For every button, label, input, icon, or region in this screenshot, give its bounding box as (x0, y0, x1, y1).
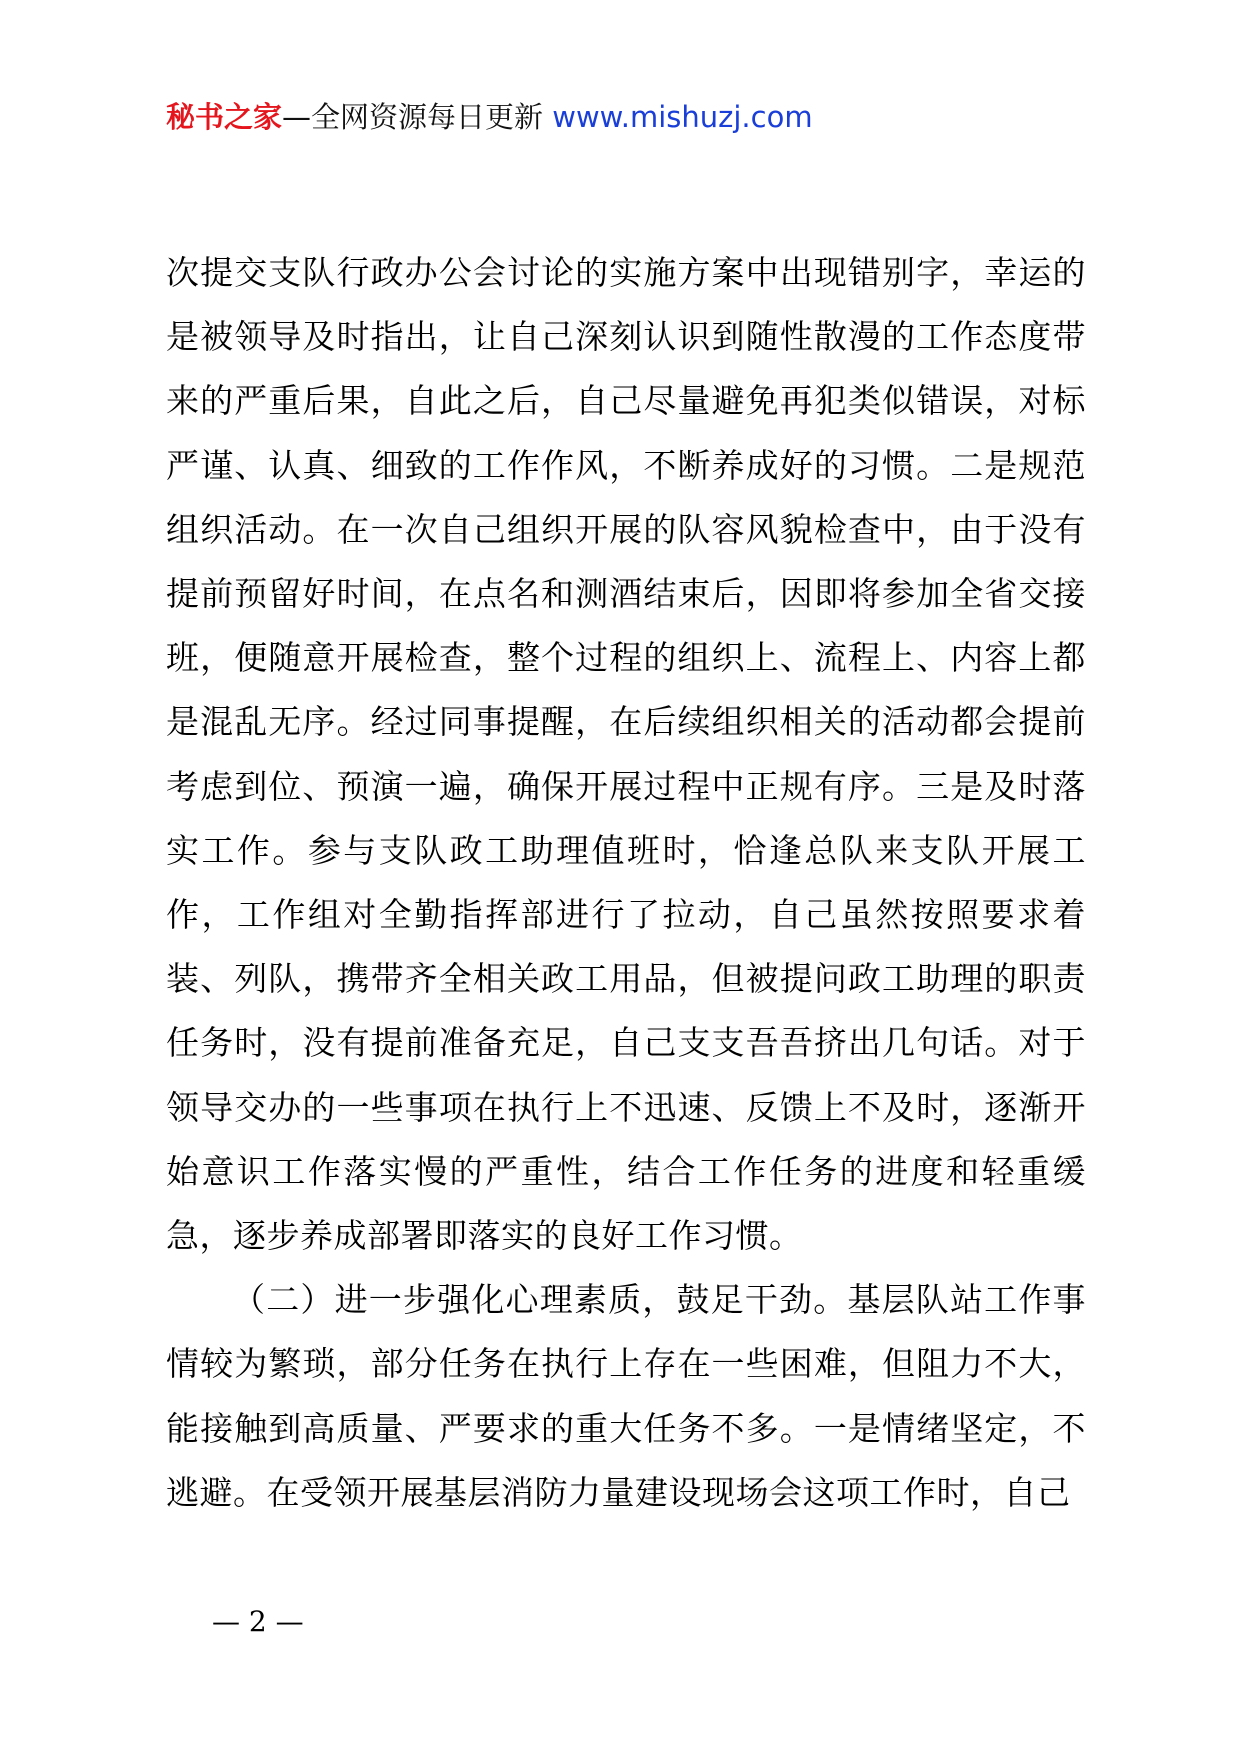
brand-name: 秘书之家 (166, 100, 283, 134)
header-tagline: —全网资源每日更新 (282, 100, 544, 134)
site-header (166, 92, 813, 142)
site-url-link[interactable]: www.mishuzj.com (552, 100, 813, 134)
page-number: — 2 — (212, 1605, 304, 1638)
document-body (166, 241, 1086, 1525)
paragraph-section-two: （二）进一步强化心理素质，鼓足干劲。基层队站工作事情较为繁琐，部分任务在执行上存在一些困难，但阻力不大，能接触到高质量、严要求的重大任务不多。一是情绪坚定，不逃避。在受领开展基层消防力量建设现场会这项工作时，自己 (166, 1280, 1086, 1512)
paragraph-continuation: 次提交支队行政办公会讨论的实施方案中出现错别字，幸运的是被领导及时指出，让自己深刻认识到随性散漫的工作态度带来的严重后果，自此之后，自己尽量避免再犯类似错误，对标严谨、认真、细致的工作作风，不断养成好的习惯。二是规范组织活动。在一次自己组织开展的队容风貌检查中，由于没有提前预留好时间，在点名和测酒结束后，因即将参加全省交接班，便随意开展检查，整个过程的组织上、流程上、内容上都是混乱无序。经过同事提醒，在后续组织相关的活动都会提前考虑到位、预演一遍，确保开展过程中正规有序。三是及时落实工作。参与支队政工助理值班时，恰逢总队来支队开展工作，工作组对全勤指挥部进行了拉动，自己虽然按照要求着装、列队，携带齐全相关政工用品，但被提问政工助理的职责任务时，没有提前准备充足，自己支支吾吾挤出几句话。对于领导交办的一些事项在执行上不迅速、反馈上不及时，逐渐开始意识工作落实慢的严重性，结合工作任务的进度和轻重缓急，逐步养成部署即落实的良好工作习惯。 (166, 253, 1086, 1256)
